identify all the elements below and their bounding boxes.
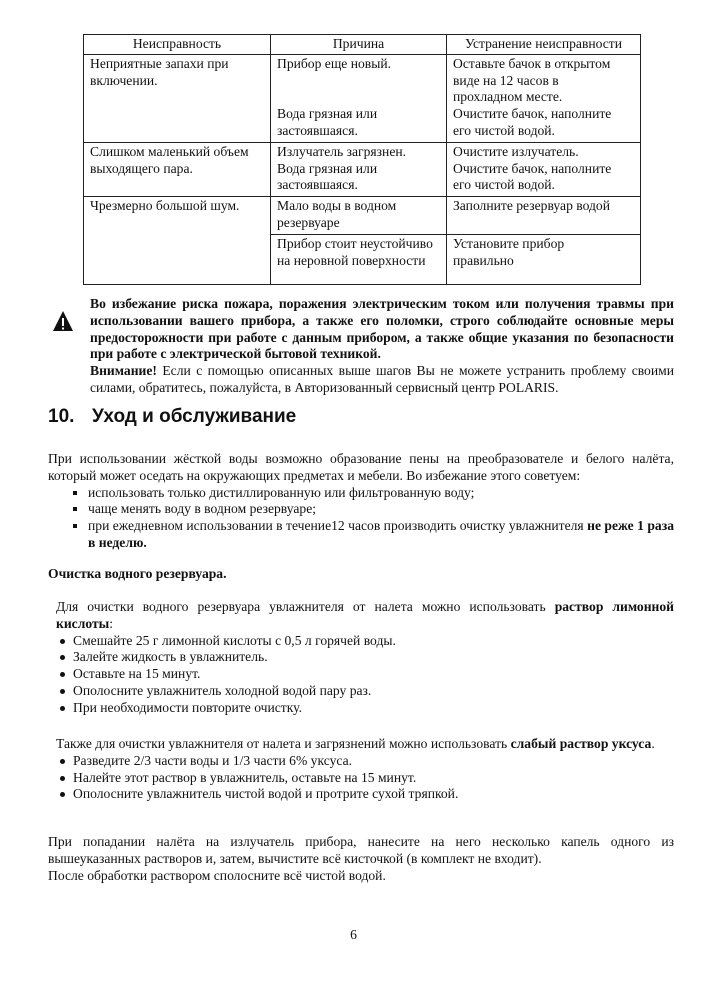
tip-text: чаще менять воду в водном резервуаре; — [88, 501, 316, 517]
cell-text: Очистите бачок, наполните — [453, 106, 612, 122]
cell-text: Слишком маленький объем — [90, 143, 249, 159]
cause-cell — [271, 197, 447, 235]
fix-cell — [447, 197, 641, 235]
care-intro — [48, 451, 674, 552]
cause-cell — [271, 142, 447, 196]
citric-acid-block — [56, 599, 674, 717]
table-header-row — [84, 35, 641, 55]
cell-text: выходящего пара. — [90, 160, 193, 176]
cell-text: Вода грязная или — [277, 106, 378, 122]
cell-text: Мало воды в водном — [277, 198, 397, 214]
cell-text: Вода грязная или — [277, 160, 378, 176]
fix-cell — [447, 234, 641, 284]
cell-text: Прибор стоит неустойчиво — [277, 235, 433, 251]
list-item: При необходимости повторите очистку. — [73, 700, 674, 717]
cause-cell — [271, 54, 447, 142]
header-problem: Неисправность — [84, 35, 271, 55]
section-title-text: Уход и обслуживание — [92, 406, 297, 427]
cleaning-heading: Очистка водного резервуара. — [48, 566, 227, 581]
cell-text: Оставьте бачок в открытом — [453, 55, 611, 71]
cell-text: виде на 12 часов в — [453, 72, 559, 88]
table-row — [84, 54, 641, 142]
fix-cell — [447, 142, 641, 196]
cell-text: Прибор еще новый. — [277, 55, 392, 71]
rinse-note: После обработки раствором сполосните всё чистой водой. — [48, 867, 386, 883]
problem-cell — [84, 197, 271, 285]
warning-text — [90, 296, 674, 397]
problem-cell — [84, 142, 271, 196]
tips-list — [48, 485, 674, 552]
cell-text: резервуаре — [277, 214, 340, 230]
warning-triangle-icon — [52, 310, 74, 332]
cell-text: на неровной поверхности — [277, 252, 426, 268]
troubleshooting-table — [83, 34, 641, 285]
cell-text: Излучатель загрязнен. — [277, 143, 407, 159]
section-number: 10. — [48, 406, 75, 427]
citric-intro-text: Для очистки водного резервуара увлажнителя от налета можно использовать — [56, 599, 555, 614]
list-item — [88, 501, 674, 518]
safety-warning — [48, 296, 674, 397]
cell-text: Очистите бачок, наполните — [453, 160, 612, 176]
tip-text: использовать только дистиллированную или фильтрованную воду; — [88, 484, 475, 500]
table-row — [84, 197, 641, 235]
cause-cell — [271, 234, 447, 284]
warning-bold-text: Во избежание риска пожара, поражения электрическим током или получения травмы при использовании вашего прибора, а также его поломки, строго соблюдайте основные меры предосторожности при работе с данным прибором, а также общие указания по безопасности при работе с электрической бытовой техникой. — [90, 296, 674, 362]
list-item: Налейте этот раствор в увлажнитель, оставьте на 15 минут. — [73, 770, 674, 787]
emitter-note: При попадании налёта на излучатель прибора, нанесите на него несколько капель одного из вышеуказанных растворов и, затем, вычистите всё кисточкой (в комплект не входит). — [48, 834, 674, 866]
fix-cell — [447, 54, 641, 142]
tip-text: при ежедневном использовании в течение12 часов производить очистку увлажнителя — [88, 518, 588, 534]
list-item: Ополосните увлажнитель чистой водой и протрите сухой тряпкой. — [73, 786, 674, 803]
list-item: Оставьте на 15 минут. — [73, 666, 674, 683]
header-fix: Устранение неисправности — [447, 35, 641, 55]
cell-text: Неприятные запахи при — [90, 55, 229, 71]
cell-text: его чистой водой. — [453, 177, 555, 193]
header-cause: Причина — [271, 35, 447, 55]
list-item: Залейте жидкость в увлажнитель. — [73, 649, 674, 666]
tip-bold-text: не реже 1 раза в неделю. — [88, 518, 674, 550]
citric-intro — [56, 599, 674, 633]
cell-text: застоявшаяся. — [277, 177, 358, 193]
emitter-cleaning-note — [48, 834, 674, 884]
list-item: Разведите 2/3 части воды и 1/3 части 6% уксуса. — [73, 753, 674, 770]
section-title — [48, 405, 296, 429]
attention-label: Внимание! — [90, 363, 157, 379]
cell-text: включении. — [90, 72, 158, 88]
page-number: 6 — [350, 927, 357, 942]
cell-text: правильно — [453, 252, 514, 268]
list-item — [88, 485, 674, 502]
cell-text: Установите прибор — [453, 235, 565, 251]
list-item — [88, 518, 674, 552]
vinegar-intro-text: Также для очистки увлажнителя от налета и загрязнений можно использовать — [56, 736, 511, 751]
cell-text: Заполните резервуар водой — [453, 198, 610, 214]
vinegar-block — [56, 736, 674, 803]
citric-intro-bold: раствор лимонной кислоты — [56, 599, 675, 631]
vinegar-intro-bold: слабый раствор уксуса — [510, 736, 652, 751]
vinegar-intro — [56, 736, 674, 753]
cell-text: Чрезмерно большой шум. — [90, 198, 240, 214]
citric-steps-list — [56, 633, 674, 717]
table-row — [84, 142, 641, 196]
cell-text: застоявшаяся. — [277, 122, 358, 138]
list-item: Смешайте 25 г лимонной кислоты с 0,5 л горячей воды. — [73, 633, 674, 650]
intro-paragraph: При использовании жёсткой воды возможно образование пены на преобразователе и белого налёта, который может оседать на окружающих предметах и мебели. Во избежание этого советуем: — [48, 451, 674, 483]
problem-cell — [84, 54, 271, 142]
cell-text: его чистой водой. — [453, 122, 555, 138]
cell-text: Очистите излучатель. — [453, 143, 579, 159]
vinegar-intro-end: . — [651, 736, 655, 751]
vinegar-steps-list — [56, 753, 674, 803]
citric-intro-end: : — [109, 615, 114, 631]
cell-text: прохладном месте. — [453, 89, 563, 105]
attention-text: Если с помощью описанных выше шагов Вы не можете устранить проблему своими силами, обратитесь, пожалуйста, в Авторизованный сервисный центр POLARIS. — [90, 363, 674, 395]
list-item: Ополосните увлажнитель холодной водой пару раз. — [73, 683, 674, 700]
